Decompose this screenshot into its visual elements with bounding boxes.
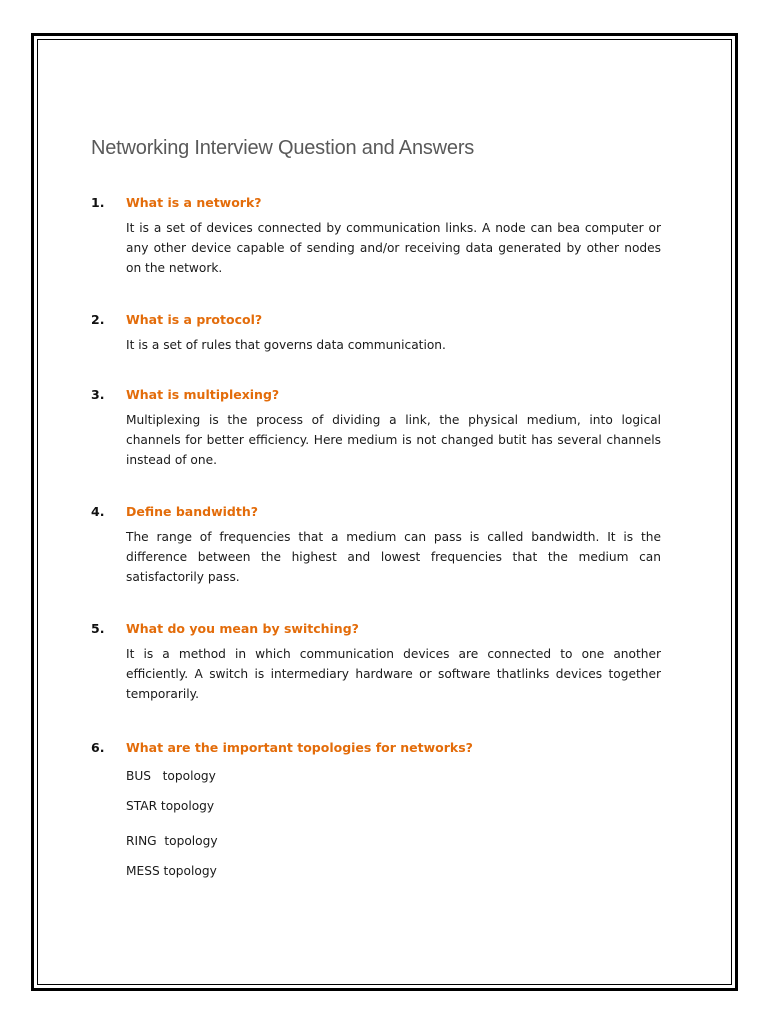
- qa-item-network: [91, 194, 663, 278]
- answer-text: It is a method in which communication devices are connected to one another efficiently. A switch is intermediary hardware or software thatlinks devices together temporarily.: [126, 647, 661, 701]
- question-text: Define bandwidth?: [126, 504, 258, 519]
- qa-item-bandwidth: [91, 503, 663, 587]
- question-text: What is a protocol?: [126, 312, 263, 327]
- qa-item-multiplexing: [91, 386, 663, 470]
- topology-item-ring: RING topology: [126, 834, 218, 848]
- question-number: 6.: [91, 740, 105, 755]
- question-heading: [91, 311, 663, 328]
- qa-item-topologies: [91, 739, 663, 756]
- question-heading: [91, 194, 663, 211]
- answer-text: The range of frequencies that a medium can pass is called bandwidth. It is the difference between the highest and lowest frequencies that the medium can satisfactorily pass.: [126, 530, 661, 584]
- qa-item-switching: [91, 620, 663, 704]
- question-heading: [91, 620, 663, 637]
- answer-text: Multiplexing is the process of dividing a link, the physical medium, into logical channels for better efficiency. Here medium is not changed butit has several channels instead of one.: [126, 413, 661, 467]
- question-number: 1.: [91, 195, 105, 210]
- question-number: 4.: [91, 504, 105, 519]
- question-heading: [91, 386, 663, 403]
- qa-item-protocol: [91, 311, 663, 355]
- topology-item-bus: BUS topology: [126, 769, 216, 783]
- question-text: What is a network?: [126, 195, 262, 210]
- answer-text: It is a set of rules that governs data communication.: [126, 338, 446, 352]
- question-heading: [91, 503, 663, 520]
- question-heading: [91, 739, 663, 756]
- page-title: Networking Interview Question and Answers: [91, 137, 475, 159]
- topology-item-mess: MESS topology: [126, 864, 217, 878]
- question-number: 2.: [91, 312, 105, 327]
- question-text: What are the important topologies for networks?: [126, 740, 473, 755]
- question-number: 5.: [91, 621, 105, 636]
- answer-text: It is a set of devices connected by communication links. A node can bea computer or any other device capable of sending and/or receiving data generated by other nodes on the network.: [126, 221, 661, 275]
- question-number: 3.: [91, 387, 105, 402]
- topology-item-star: STAR topology: [126, 799, 215, 813]
- question-text: What do you mean by switching?: [126, 621, 359, 636]
- question-text: What is multiplexing?: [126, 387, 280, 402]
